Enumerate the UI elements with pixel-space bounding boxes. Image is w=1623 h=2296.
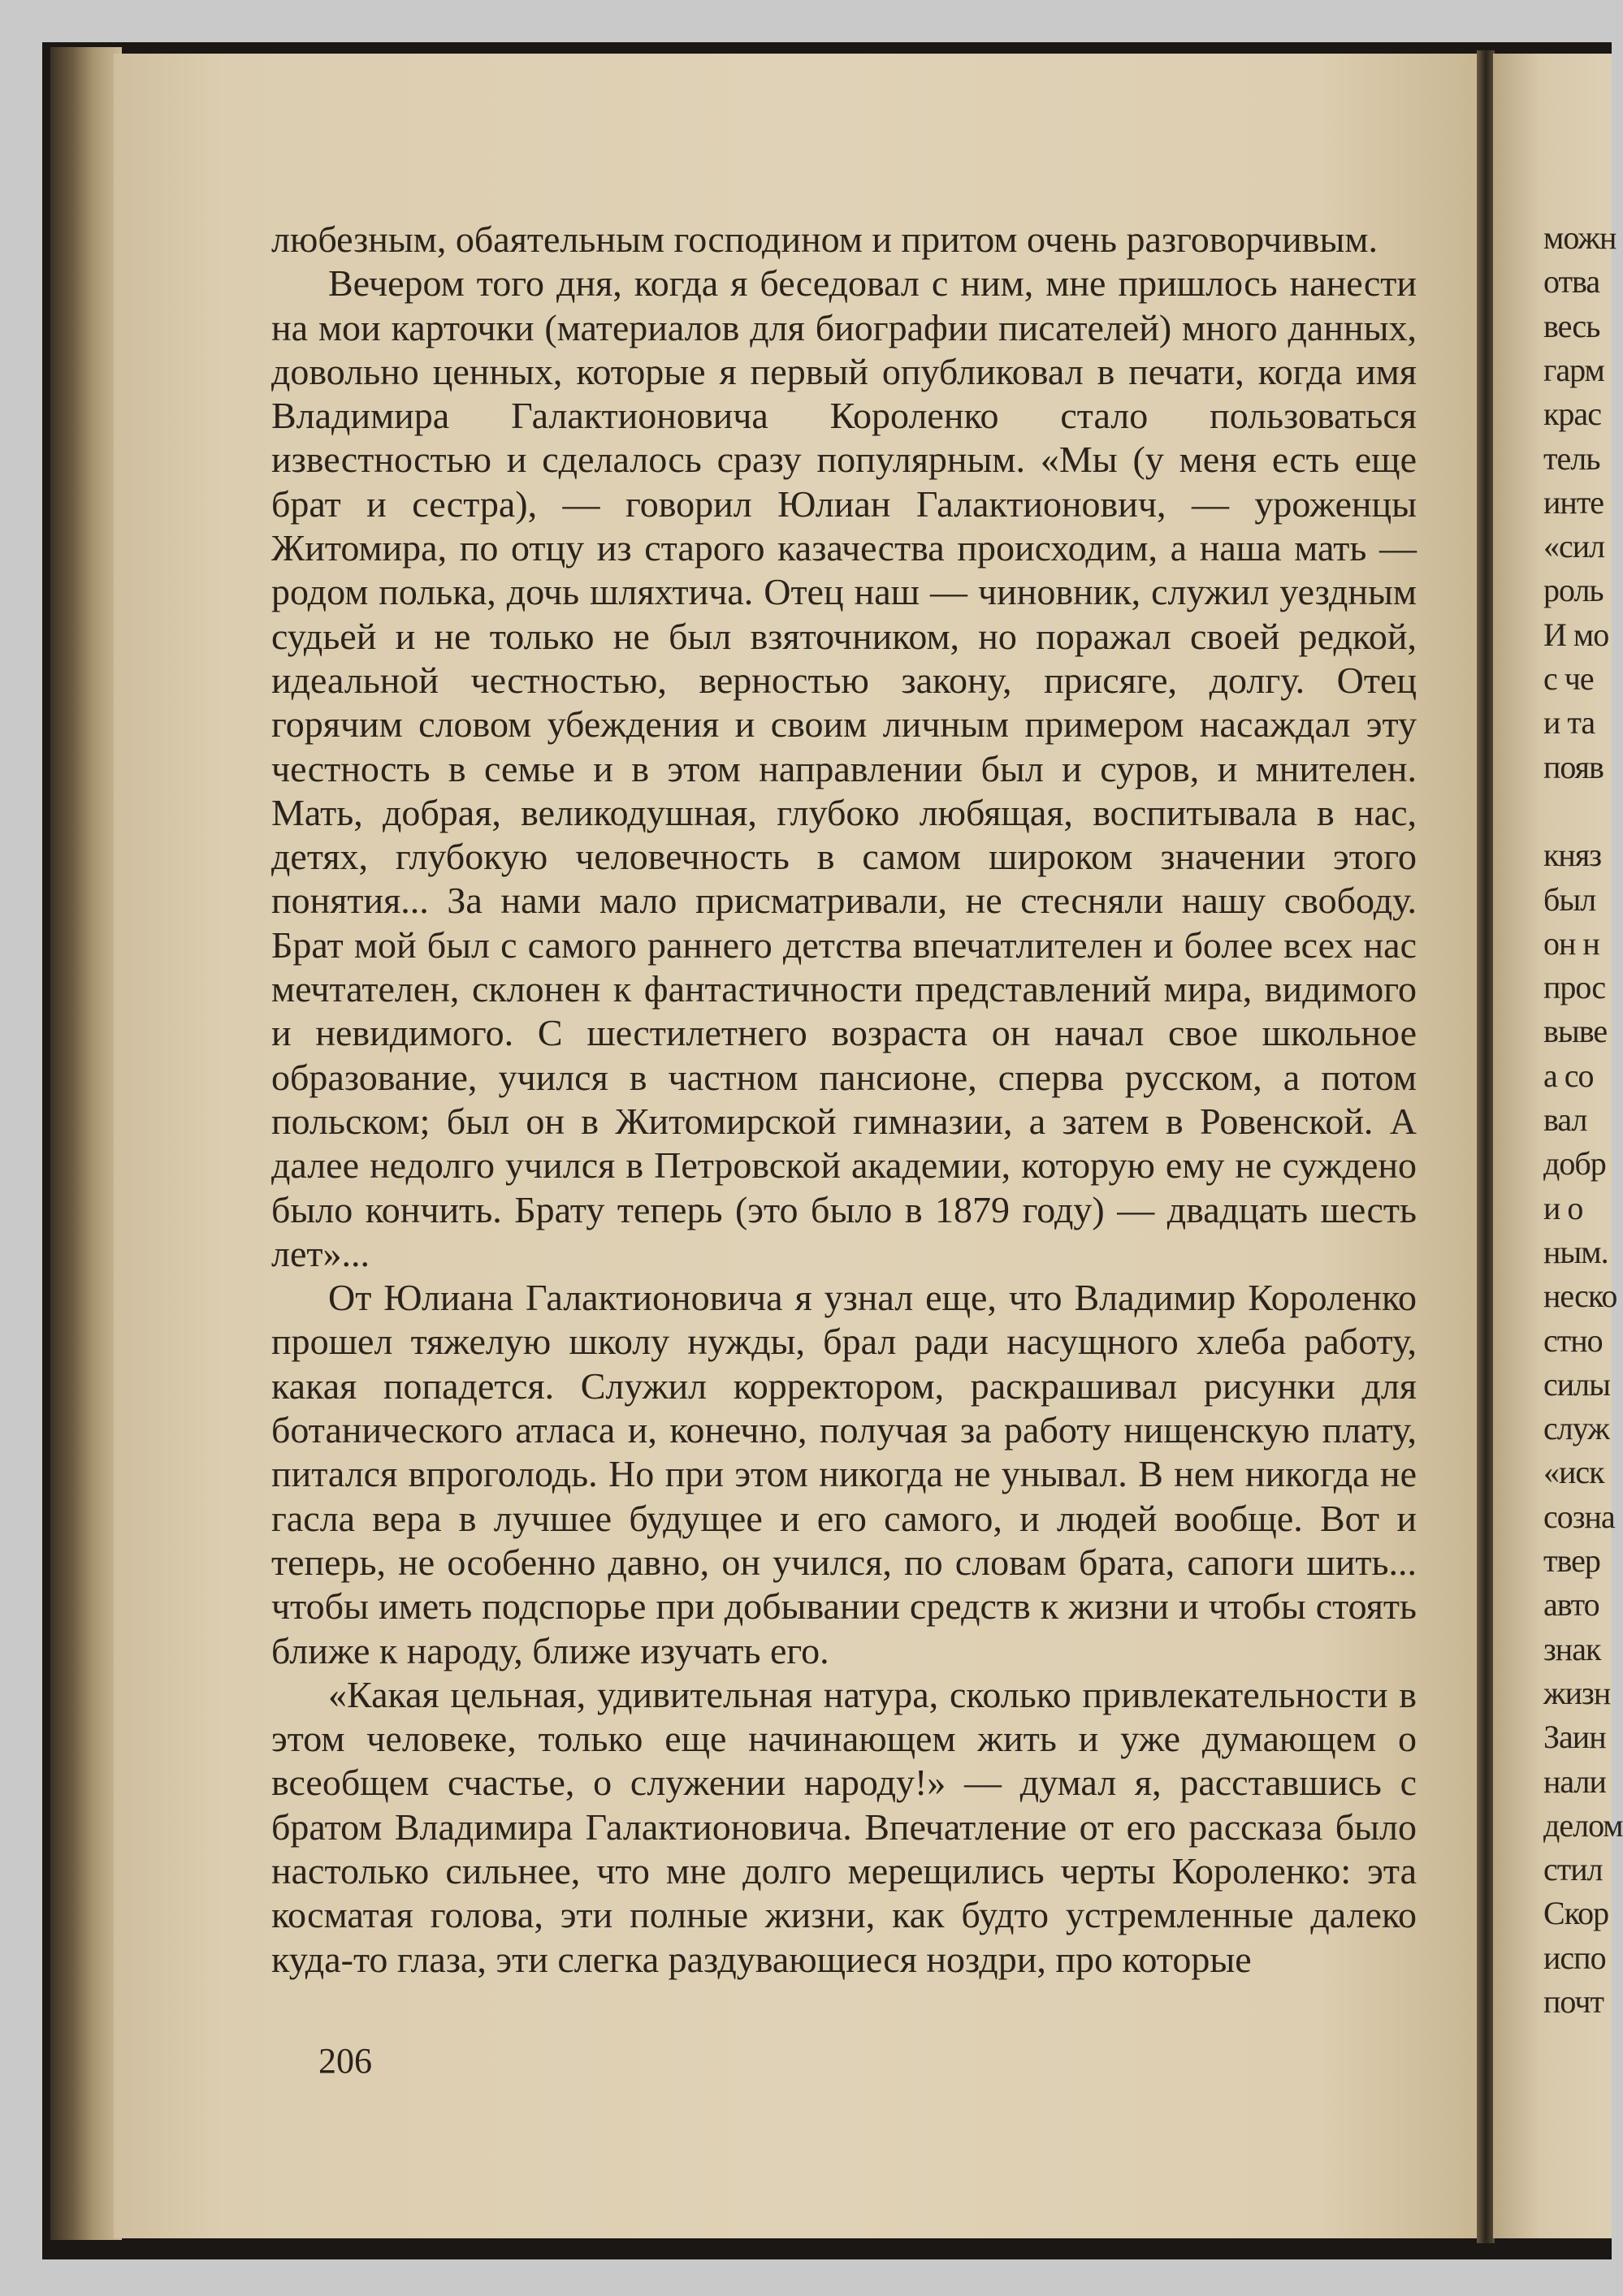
- adjacent-page-line-fragment: знак: [1543, 1630, 1601, 1667]
- adjacent-page-line-fragment: «сил: [1543, 528, 1605, 565]
- adjacent-page-line-fragment: и та: [1543, 704, 1595, 742]
- adjacent-page-line-fragment: испо: [1543, 1939, 1606, 1976]
- adjacent-page-line-fragment: стил: [1543, 1851, 1603, 1888]
- adjacent-page-line-fragment: силы: [1543, 1365, 1610, 1403]
- adjacent-page-line-fragment: гарм: [1543, 351, 1604, 388]
- adjacent-page-line-fragment: жизн: [1543, 1674, 1611, 1711]
- adjacent-page-line-fragment: добр: [1543, 1145, 1606, 1183]
- book-page-edges: [50, 47, 122, 2240]
- adjacent-page-line-fragment: с че: [1543, 660, 1594, 697]
- adjacent-page-line-fragment: роль: [1543, 572, 1604, 609]
- adjacent-page-line-fragment: служ: [1543, 1410, 1609, 1447]
- adjacent-page-line-fragment: делом: [1543, 1806, 1623, 1844]
- paragraph-3: От Юлиана Галактионовича я узнал еще, что Владимир Короленко прошел тяжелую школу нужды, брал ради насущного хлеба работу, какая попадется. Служил корректором, раскрашивал рисунки для ботанического атласа и, конечно, получая за работу нищенскую плату, питался впроголодь. Но при этом никогда не унывал. В нем никогда не гасла вера в лучшее будущее и его самого, и людей вообще. Вот и теперь, не особенно давно, он учился, по словам брата, сапоги шить... чтобы иметь подспорье при добывании средств к жизни и чтобы стоять ближе к народу, ближе изучать его.: [271, 1277, 1417, 1671]
- paragraph-4: «Какая цельная, удивительная натура, сколько привлекательности в этом человеке, только еще начинающем жить и уже думающем о всеобщем счастье, о служении народу!» — думал я, расставшись с братом Владимира Галактионовича. Впечатление от его рассказа было настолько сильнее, что мне долго мерещились черты Короленко: эта косматая голова, эти полные жизни, как будто устремленные далеко куда-то глаза, эти слегка раздувающиеся ноздри, про которые: [271, 1673, 1417, 1980]
- adjacent-page-line-fragment: нали: [1543, 1762, 1606, 1800]
- adjacent-page-line-fragment: стно: [1543, 1321, 1603, 1359]
- adjacent-page-line-fragment: авто: [1543, 1586, 1599, 1624]
- adjacent-page-line-fragment: и о: [1543, 1189, 1583, 1226]
- adjacent-page-line-fragment: можн: [1543, 219, 1617, 256]
- page-number: 206: [318, 2041, 372, 2081]
- adjacent-page-line-fragment: Скор: [1543, 1895, 1609, 1932]
- adjacent-page-line-fragment: а со: [1543, 1057, 1594, 1094]
- adjacent-page-line-fragment: выве: [1543, 1013, 1608, 1050]
- book-page-right-partial: [1493, 54, 1623, 2238]
- adjacent-page-line-fragment: «иск: [1543, 1454, 1604, 1491]
- paragraph-2: Вечером того дня, когда я беседовал с ним, мне пришлось нанести на мои карточки (материалов для биографии писателей) много данных, довольно ценных, которые я первый опубликовал в печати, когда имя Владимира Галактионовича Короленко стало пользоваться известностью и сделалось сразу популярным. «Мы (у меня есть еще брат и сестра), — говорил Юлиан Галактионович, — уроженцы Житомира, по отцу из старого казачества происходим, а наша мать — родом полька, дочь шляхтича. Отец наш — чиновник, служил уездным судьей и не только не был взяточником, но поражал своей редкой, идеальной честностью, верностью закону, присяге, долгу. Отец горячим словом убеждения и своим личным примером насаждал эту честность в семье и в этом направлении был и суров, и мнителен. Мать, добрая, великодушная, глубоко любящая, воспитывала в нас, детях, глубокую человечность в самом широком значении этого понятия... За нами мало присматривали, не стесняли нашу свободу. Брат мой был с самого раннего детства впечатлителен и более всех нас мечтателен, склонен к фантастичности представлений мира, видимого и невидимого. С шестилетнего возраста он начал свое школьное образование, учился в частном пансионе, сперва русском, а потом польском; был он в Житомирской гимназии, а затем в Ровенской. А далее недолго учился в Петровской академии, которую ему не суждено было кончить. Брату теперь (это было в 1879 году) — двадцать шесть лет»...: [271, 262, 1417, 1274]
- adjacent-page-line-fragment: прос: [1543, 969, 1606, 1006]
- adjacent-page-line-fragment: инте: [1543, 483, 1604, 521]
- book-spine: [1477, 50, 1495, 2243]
- adjacent-page-line-fragment: княз: [1543, 837, 1602, 874]
- adjacent-page-line-fragment: неско: [1543, 1278, 1617, 1315]
- adjacent-page-line-fragment: крас: [1543, 396, 1601, 433]
- adjacent-page-line-fragment: созна: [1543, 1498, 1615, 1535]
- adjacent-page-line-fragment: твер: [1543, 1542, 1600, 1579]
- adjacent-page-line-fragment: отва: [1543, 263, 1600, 301]
- adjacent-page-line-fragment: почт: [1543, 1983, 1604, 2020]
- adjacent-page-line-fragment: вал: [1543, 1101, 1587, 1138]
- adjacent-page-line-fragment: был: [1543, 880, 1596, 918]
- page-body-text: [271, 218, 1417, 1982]
- adjacent-page-line-fragment: Заин: [1543, 1719, 1606, 1756]
- adjacent-page-line-fragment: тель: [1543, 439, 1600, 477]
- adjacent-page-line-fragment: он н: [1543, 924, 1599, 962]
- adjacent-page-line-fragment: весь: [1543, 307, 1600, 344]
- paragraph-1: любезным, обаятельным господином и притом очень разговорчивым.: [271, 218, 1378, 260]
- adjacent-page-line-fragment: И мо: [1543, 616, 1609, 653]
- adjacent-page-line-fragment: ным.: [1543, 1233, 1608, 1270]
- adjacent-page-line-fragment: появ: [1543, 748, 1604, 785]
